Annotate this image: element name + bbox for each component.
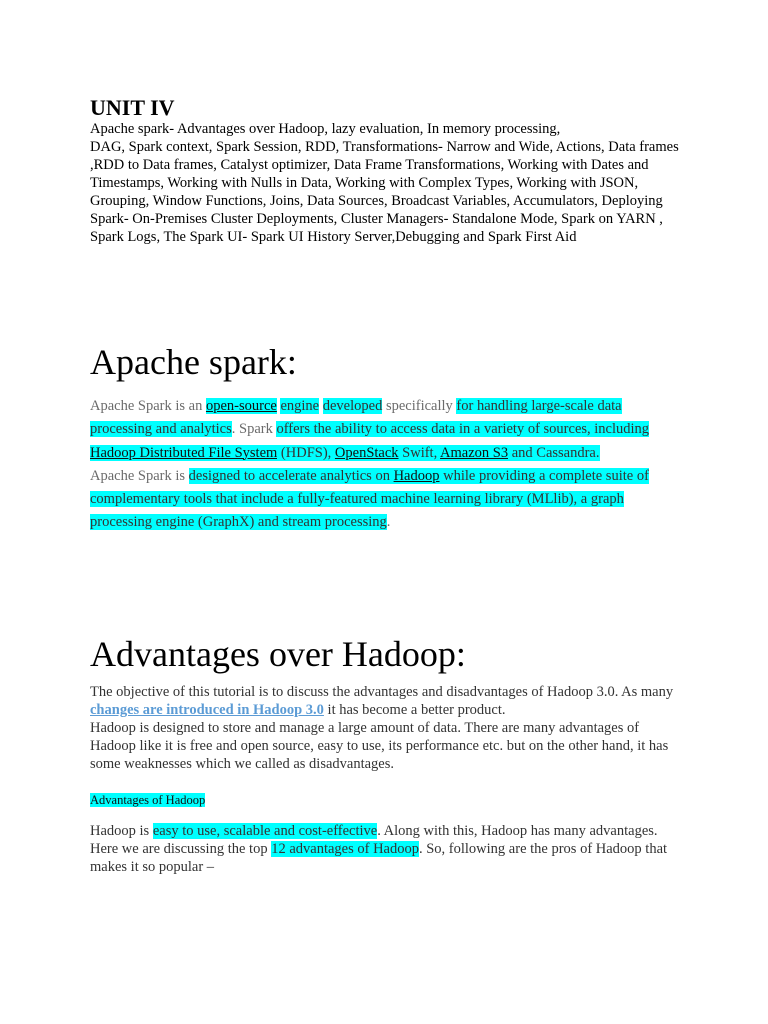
highlight-designed: designed to accelerate analytics on [188,467,394,484]
highlight-text: Swift, [398,444,441,461]
highlight-text: (HDFS), [277,444,335,461]
highlight-12-advantages: 12 advantages of Hadoop [271,841,419,857]
subheading-text: Advantages of Hadoop [90,793,206,807]
syllabus-line-2: DAG, Spark context, Spark Session, RDD, Transformations- Narrow and Wide, Actions, Data frames ,RDD to Data frames, Catalyst optimizer, Data Frame Transformations, Working with Dates and Timestamps, Working with Nulls in Data, Working with Complex Types, Working with JSON, Grouping, Window Functions, Joins, Data Sources, Broadcast Variables, Accumulators, Deploying Spark- On-Premises Cluster Deployments, Cluster Managers- Standalone Mode, Spark on YARN , Spark Logs, The Spark UI- Spark UI History Server,Debugging and Spark First Aid [90,139,679,245]
text-span: . Along with this, Hadoop has many advantages. Here we are discussing the top [90,823,658,857]
highlight-offers: offers the ability to access data in a variety of sources, including [276,421,650,438]
highlight-suite: while providing a complete suite of complementary tools that include a fully-featured machine learning library (MLlib), a graph processing engine (GraphX) and stream processing [90,467,649,531]
advantages-of-hadoop-subheading [90,792,205,808]
highlight-easy-to-use: easy to use, scalable and cost-effective [152,823,378,839]
unit-syllabus [90,120,680,246]
text-span: Apache Spark is [90,467,189,484]
text-span: . [386,514,391,531]
unit-title: UNIT IV [90,95,175,120]
advantages-paragraph [90,822,680,876]
advantages-heading: Advantages over Hadoop: [90,634,466,674]
hadoop-3-changes-link[interactable]: changes are introduced in Hadoop 3.0 [90,702,324,718]
apache-spark-heading: Apache spark: [90,342,297,382]
hadoop-link[interactable]: Hadoop [393,467,440,484]
hdfs-link[interactable]: Hadoop Distributed File System [90,444,278,461]
highlight-text: and Cassandra. [508,444,600,461]
highlight-handling: for handling large-scale data processing and analytics [90,398,622,438]
highlight-developed: developed [322,398,383,414]
text-span: . Spark [231,421,277,438]
text-span: . So, following are the pros of Hadoop that makes it so popular – [90,841,668,875]
advantages-intro [90,683,680,773]
advantages-description: Hadoop is designed to store and manage a large amount of data. There are many advantages of Hadoop like it is free and open source, easy to use, its performance etc. but on the other hand, it has some weaknesses which we called as disadvantages. [90,720,669,772]
open-source-link[interactable]: open-source [205,398,277,414]
highlight-engine: engine [280,398,320,414]
amazon-s3-link[interactable]: Amazon S3 [440,444,509,461]
text-span: Apache Spark is an [90,398,206,414]
openstack-link[interactable]: OpenStack [334,444,399,461]
text-span: it has become a better product. [323,702,506,718]
syllabus-line-1: Apache spark- Advantages over Hadoop, lazy evaluation, In memory processing, [90,121,561,137]
text-span: Hadoop is [90,823,153,839]
text-span: specifically [382,398,457,414]
text-span: The objective of this tutorial is to discuss the advantages and disadvantages of Hadoop 3.0. As many [90,684,674,700]
apache-spark-paragraph [90,395,680,535]
